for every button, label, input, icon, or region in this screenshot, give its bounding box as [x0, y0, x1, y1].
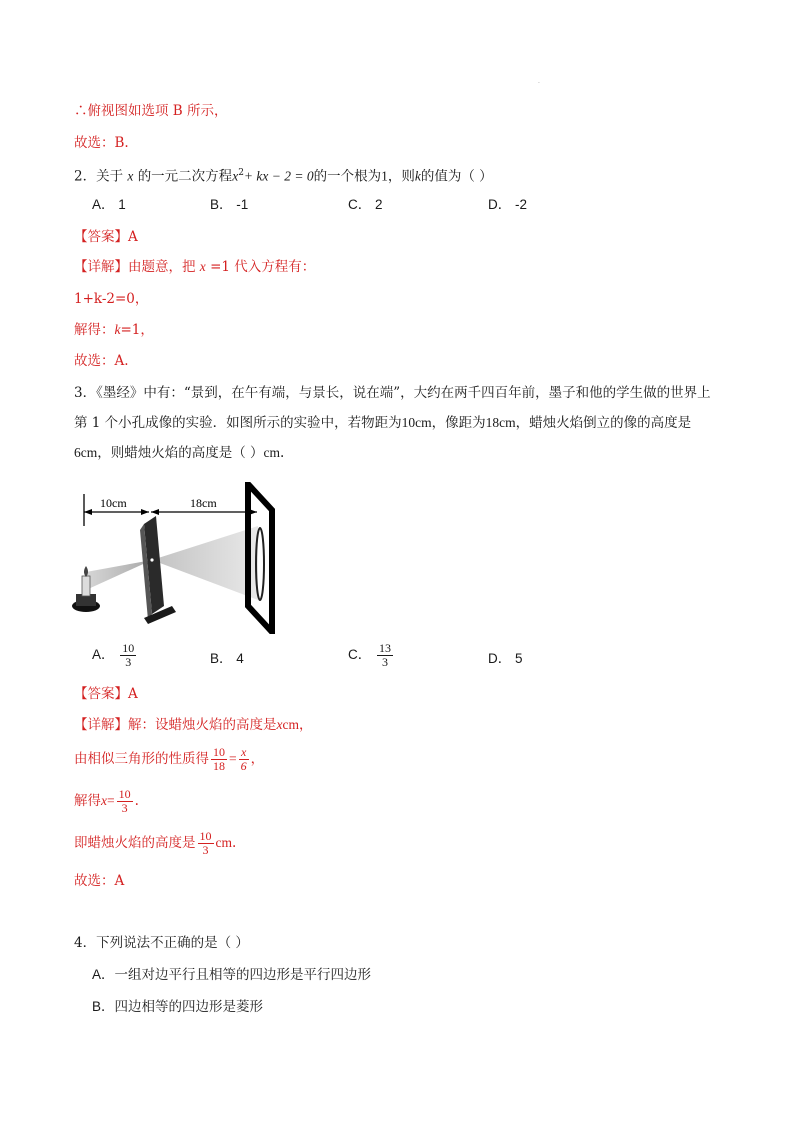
q3-detail-2: 由相似三角形的性质得 $\frac{10}{18}$ = $\frac{x}{6}$ ，	[74, 745, 265, 773]
q2-option-c: C． 2	[348, 197, 383, 212]
q2-option-b: B． -1	[210, 197, 249, 212]
q4-option-b: B．四边相等的四边形是菱形	[92, 999, 264, 1015]
pinhole-figure	[72, 482, 282, 634]
q3-detail-3: 解得x= $\frac{10}{3}$ .	[74, 787, 139, 815]
q2-detail-2: 1+k-2=0，	[74, 291, 149, 307]
q3-answer: 【答案】A	[74, 686, 138, 702]
q3-choose: 故选：A	[74, 873, 125, 889]
q2-option-a: A． 1	[92, 197, 126, 212]
q4-option-a: A．一组对边平行且相等的四边形是平行四边形	[92, 967, 372, 983]
q2-choose: 故选：A.	[74, 353, 129, 369]
pinhole-diagram	[72, 482, 282, 634]
distance-label-left: 10cm	[100, 496, 127, 510]
q2-detail-1: 【详解】由题意，把 x =1 代入方程有：	[74, 259, 316, 275]
q2-stem: 2．关于 x 的一元二次方程$x^2+$ kx − 2 = 0的一个根为1，则k的值为（ ）	[74, 168, 493, 185]
q2-answer: 【答案】A	[74, 229, 138, 245]
q2-detail-3: 解得：k=1，	[74, 322, 154, 338]
q3-option-a: A． $\frac{10}{3}$	[92, 641, 135, 669]
q3-option-c: C． $\frac{13}{3}$	[348, 641, 392, 669]
prev-choose: 故选：B.	[74, 135, 129, 151]
q3-detail-4: 即蜡烛火焰的高度是 $\frac{10}{3}$ cm.	[74, 829, 237, 857]
q2-option-d: D． -2	[488, 197, 528, 212]
stray-dot: ·	[538, 80, 540, 87]
q4-stem: 4．下列说法不正确的是（ ）	[74, 935, 249, 951]
distance-label-right: 18cm	[190, 496, 217, 510]
fraction-13-3: $\frac{13}{3}$	[379, 641, 392, 669]
q3-option-d: D． 5	[488, 651, 523, 666]
fraction-10-3: $\frac{10}{3}$	[122, 641, 135, 669]
q3-option-b: B． 4	[210, 651, 244, 666]
prev-conclusion: ∴俯视图如选项 B 所示，	[74, 103, 228, 119]
q3-stem-line3: 6cm，则蜡烛火焰的高度是（ ）cm.	[74, 445, 285, 461]
q3-detail-1: 【详解】解：设蜡烛火焰的高度是xcm，	[74, 717, 313, 733]
q3-stem-line2: 第 1 个小孔成像的实验．如图所示的实验中，若物距为10cm，像距为18cm，蜡烛火焰倒立的像的高度是	[74, 415, 692, 431]
q3-stem-line1: 3．《墨经》中有：“景到，在午有端，与景长，说在端”，大约在两千四百年前，墨子和他的学生做的世界上	[74, 385, 711, 401]
